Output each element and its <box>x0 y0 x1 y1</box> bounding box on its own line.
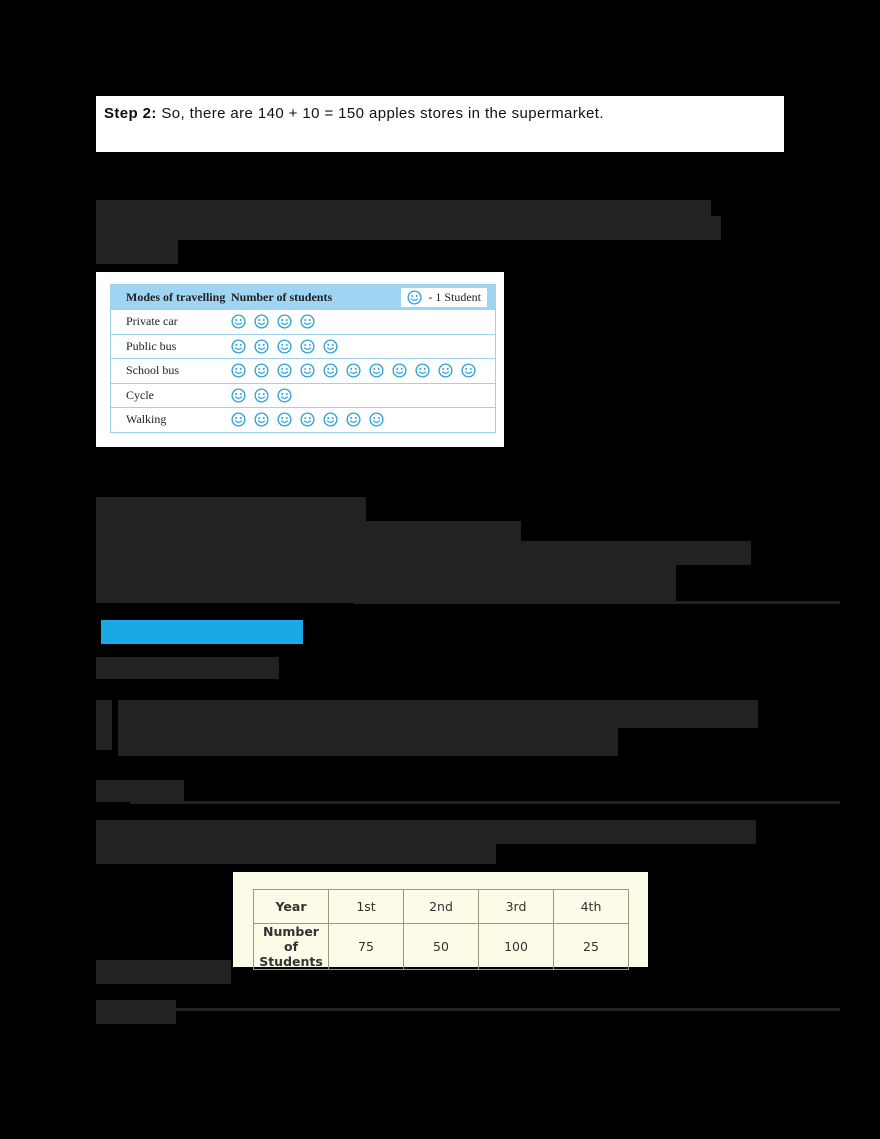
smiley-face-icon <box>392 363 407 378</box>
year-column-header: 1st <box>329 890 404 924</box>
step-text: So, there are 140 + 10 = 150 apples stores in the supermarket. <box>156 105 604 122</box>
smiley-face-icon <box>369 363 384 378</box>
smiley-face-icon <box>231 412 246 427</box>
smiley-face-icon <box>461 363 476 378</box>
student-count-cell: 100 <box>479 924 554 970</box>
travel-mode-label: School bus <box>126 363 180 378</box>
smiley-face-icon <box>323 339 338 354</box>
pictograph-row <box>111 334 495 359</box>
smiley-face-icon <box>346 412 361 427</box>
smiley-face-icon <box>346 363 361 378</box>
smiley-face-icon <box>231 363 246 378</box>
smiley-face-icon <box>231 314 246 329</box>
smiley-face-icon <box>254 388 269 403</box>
smiley-face-icon <box>300 314 315 329</box>
step-2-box <box>96 96 784 152</box>
smiley-face-icon <box>231 339 246 354</box>
travel-mode-label: Cycle <box>126 387 154 402</box>
travel-mode-label: Walking <box>126 412 167 427</box>
smiley-face-icon <box>323 412 338 427</box>
travel-mode-label: Private car <box>126 314 178 329</box>
student-count-icons <box>231 363 495 378</box>
student-count-cell: 25 <box>554 924 629 970</box>
header-modes: Modes of travelling <box>126 289 226 304</box>
year-table-figure <box>233 872 648 967</box>
smiley-face-icon <box>277 363 292 378</box>
smiley-face-icon <box>254 314 269 329</box>
student-count-icons <box>231 339 495 354</box>
smiley-face-icon <box>277 339 292 354</box>
students-per-year-table <box>253 889 629 970</box>
travel-mode-label: Public bus <box>126 338 177 353</box>
pictograph-legend <box>401 288 487 307</box>
students-row-label: Number of Students <box>254 924 329 970</box>
smiley-face-icon <box>277 412 292 427</box>
pictograph-row <box>111 358 495 383</box>
smiley-face-icon <box>369 412 384 427</box>
pictograph-header-row <box>111 285 495 309</box>
student-count-cell: 50 <box>404 924 479 970</box>
pictograph-row <box>111 309 495 334</box>
smiley-face-icon <box>300 339 315 354</box>
year-column-header: 3rd <box>479 890 554 924</box>
smiley-face-icon <box>277 314 292 329</box>
student-count-icons <box>231 314 495 329</box>
pictograph-figure <box>96 272 504 447</box>
student-count-cell: 75 <box>329 924 404 970</box>
smiley-face-icon <box>231 388 246 403</box>
smiley-face-icon <box>300 412 315 427</box>
smiley-face-icon <box>254 363 269 378</box>
smiley-face-icon <box>323 363 338 378</box>
smiley-face-icon <box>438 363 453 378</box>
year-column-header: 4th <box>554 890 629 924</box>
smiley-face-icon <box>277 388 292 403</box>
legend-text: - 1 Student <box>428 289 481 304</box>
smiley-face-icon <box>407 290 422 305</box>
smiley-face-icon <box>254 339 269 354</box>
year-column-header: 2nd <box>404 890 479 924</box>
smiley-face-icon <box>300 363 315 378</box>
redacted-section-heading <box>101 620 303 644</box>
smiley-face-icon <box>415 363 430 378</box>
student-count-icons <box>231 388 495 403</box>
step-label: Step 2: <box>104 105 157 122</box>
pictograph-row <box>111 407 495 432</box>
smiley-face-icon <box>254 412 269 427</box>
student-count-icons <box>231 412 495 427</box>
pictograph-row <box>111 383 495 408</box>
year-header: Year <box>254 890 329 924</box>
redacted-subheading <box>96 657 279 679</box>
pictograph-table <box>110 284 496 433</box>
header-number: Number of students <box>231 289 333 304</box>
